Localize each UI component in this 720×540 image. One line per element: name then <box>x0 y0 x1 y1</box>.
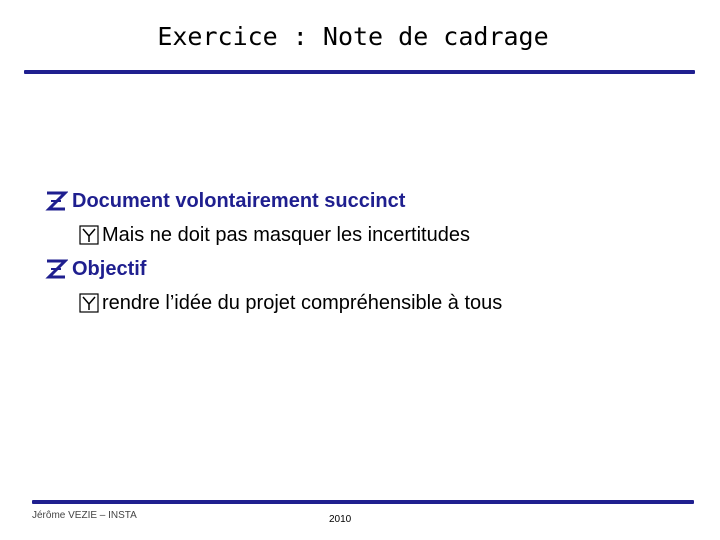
title-divider <box>24 70 695 74</box>
footer-divider <box>32 500 694 504</box>
footer-author: Jérôme VEZIE – INSTA <box>32 510 137 521</box>
bullet-item-1 <box>44 184 694 218</box>
y-bullet-icon <box>79 293 99 313</box>
sub-bullet-item-2 <box>44 286 694 320</box>
y-bullet-icon <box>79 225 99 245</box>
bullet-text: Objectif <box>72 257 147 280</box>
bullet-item-2 <box>44 252 694 286</box>
bullet-list <box>44 184 694 320</box>
slide-title: Exercice : Note de cadrage <box>157 22 549 51</box>
z-bullet-icon <box>44 258 68 280</box>
footer-year: 2010 <box>329 514 352 525</box>
sub-bullet-item-1 <box>44 218 694 252</box>
z-bullet-icon <box>44 190 68 212</box>
sub-bullet-text: rendre l’idée du projet compréhensible à tous <box>102 291 503 314</box>
bullet-text: Document volontairement succinct <box>72 189 406 212</box>
sub-bullet-text: Mais ne doit pas masquer les incertitudes <box>102 223 470 246</box>
